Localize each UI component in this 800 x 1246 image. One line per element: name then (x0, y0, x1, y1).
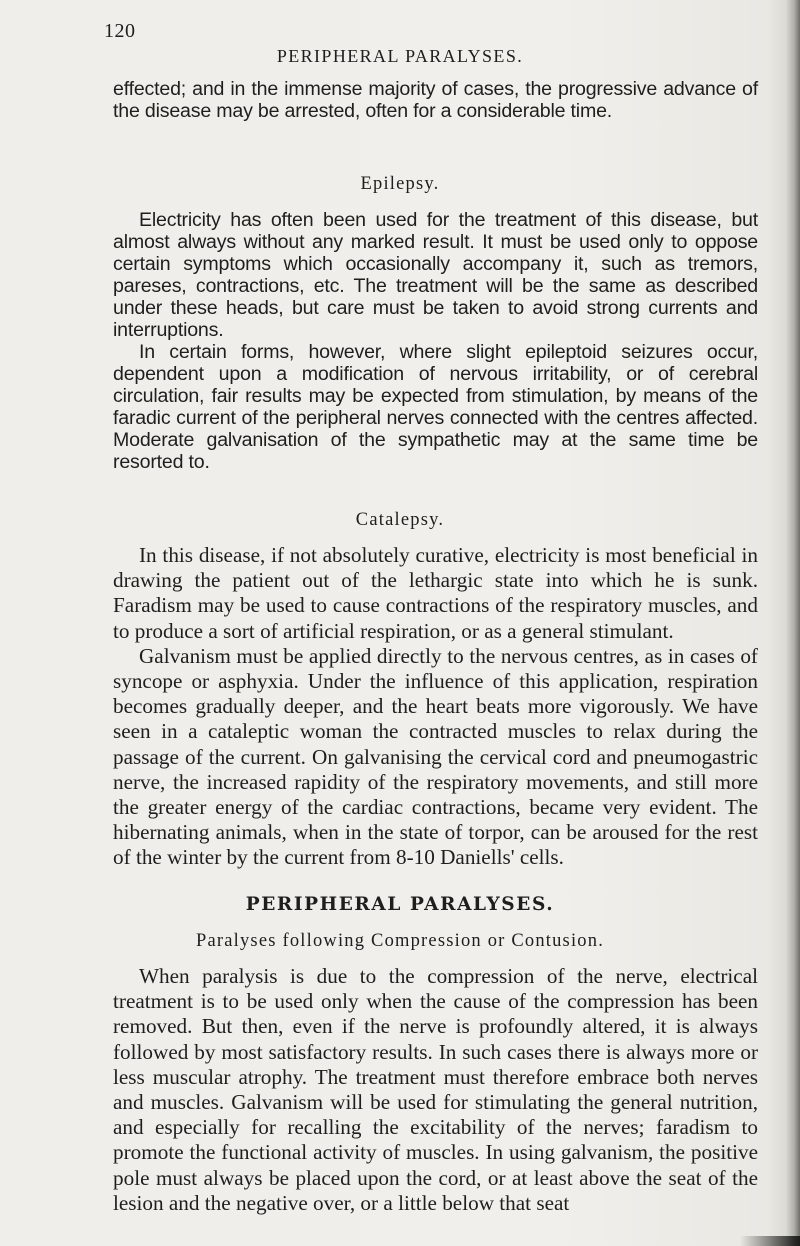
opening-paragraph (113, 78, 758, 122)
catalepsy-heading: Catalepsy. (355, 510, 445, 530)
page-edge-mark (740, 1236, 800, 1246)
epilepsy-paragraph-2: In certain forms, however, where slight epileptoid seizures occur, dependent upon a modification of nervous irritability, or of cerebral circulation, fair results may be expected from stimulation, by means of the faradic current of the peripheral nerves connected with the centres affected. Moderate galvanisation of the sympathetic may at the same time be resorted to. (113, 341, 758, 473)
epilepsy-section (113, 209, 758, 473)
compression-section (113, 964, 758, 1216)
compression-paragraph-1: When paralysis is due to the compression of the nerve, electrical treatment is to be used only when the cause of the compression has been removed. But then, even if the nerve is profoundly altered, it is always followed by most satisfactory results. In such cases there is always more or less muscular atrophy. The treatment must therefore embrace both nerves and muscles. Galvanism will be used for stimulating the general nutrition, and especially for recalling the excitability of the nerves; faradism to promote the functional activity of muscles. In using galvanism, the positive pole must always be placed upon the cord, or at least above the seat of the lesion and the negative over, or a little below that seat (113, 964, 758, 1215)
compression-subheading: Paralyses following Compression or Contusion. (195, 931, 605, 951)
catalepsy-paragraph-2: Galvanism must be applied directly to the nervous centres, as in cases of syncope or asphyxia. Under the influence of this application, respiration becomes gradually deeper, and the heart beats more vigorously. We have seen in a cataleptic woman the contracted muscles to relax during the passage of the current. On galvanising the cervical cord and pneumogastric nerve, the increased rapidity of the respiratory movements, and still more the greater energy of the cardiac contractions, became very evident. The hibernating animals, when in the state of torpor, can be aroused for the rest of the winter by the current from 8-10 Daniells' cells. (113, 643, 758, 870)
opening-text: effected; and in the immense majority of cases, the progressive advance of the disease may be arrested, often for a considerable time. (113, 78, 758, 122)
page-edge-shadow (786, 0, 800, 1246)
peripheral-paralyses-heading: PERIPHERAL PARALYSES. (245, 894, 555, 915)
epilepsy-paragraph-1: Electricity has often been used for the treatment of this disease, but almost always without any marked result. It must be used only to oppose certain symptoms which occasionally accompany it, such as tremors, pareses, contractions, etc. The treatment will be the same as described under these heads, but care must be taken to avoid strong currents and interruptions. (113, 209, 758, 341)
page-number: 120 (104, 20, 136, 42)
catalepsy-section (113, 543, 758, 871)
running-head: PERIPHERAL PARALYSES. (276, 46, 524, 66)
catalepsy-paragraph-1: In this disease, if not absolutely curative, electricity is most beneficial in drawing the patient out of the lethargic state into which he is sunk. Faradism may be used to cause contractions of the respiratory muscles, and to produce a sort of artificial respiration, or as a general stimulant. (113, 543, 758, 643)
epilepsy-heading: Epilepsy. (360, 174, 440, 194)
